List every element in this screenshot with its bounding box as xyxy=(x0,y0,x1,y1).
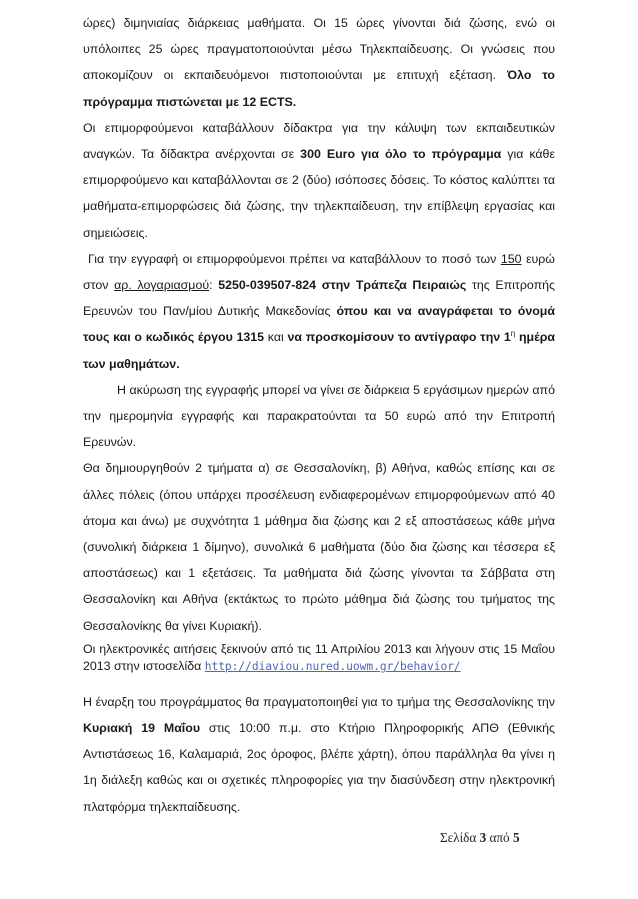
text-run: για κάθε επιμορφούμενο και καταβάλλονται σε 2 (δύο) ισόποσες δόσεις. Το κόστος καλύπτει τα μαθήματα-επιμορφώσεις διά ζώσης, την τηλεκπαίδευση, την επίβλεψη εργασίας και σημειώσεις. xyxy=(83,147,555,240)
paragraph-course-hours xyxy=(83,10,555,115)
text-run: της Επιτροπής Ερευνών του Παν/μίου Δυτικής Μακεδονίας xyxy=(83,278,555,319)
paragraph-registration xyxy=(83,246,555,377)
text-run: Η έναρξη του προγράμματος θα πραγματοποιηθεί για το τμήμα της Θεσσαλονίκης την xyxy=(83,694,555,709)
text-run: στις 10:00 π.μ. στο Κτήριο Πληροφορικής ΑΠΘ (Εθνικής Αντιστάσεως 16, Καλαμαριά, 2ος όροφος, βλέπε χάρτη), όπου παράλληλα θα γίνει η 1η διάλεξη καθώς και οι σχετικές πληροφορίες για την διασύνδεση στην ηλεκτρονική πλατφόρμα τηλεκπαίδευσης. xyxy=(83,721,555,814)
bold-run-fee: 300 Euro για όλο το πρόγραμμα xyxy=(300,147,502,162)
paragraph-tuition-fees xyxy=(83,115,555,246)
text-run: Οι ηλεκτρονικές αιτήσεις ξεκινούν από τις 11 Απριλίου 2013 και λήγουν στις 15 Μαΐου 2013 στην ιστοσελίδα xyxy=(83,641,555,673)
bold-run-bank-account: 5250-039507-824 στην Τράπεζα Πειραιώς xyxy=(218,278,467,293)
website-link[interactable]: http://diaviou.nured.uowm.gr/behavior/ xyxy=(204,659,461,673)
paragraph-cancellation: Η ακύρωση της εγγραφής μπορεί να γίνει σε διάρκεια 5 εργάσιμων ημερών από την ημερομηνία εγγραφής και παρακρατούνται τα 50 ευρώ από την Επιτροπή Ερευνών. xyxy=(83,382,555,450)
footer-page-number: 3 xyxy=(479,830,487,845)
underlined-account-label: αρ. λογαριασμού xyxy=(114,278,210,293)
document-page xyxy=(83,10,555,820)
bold-run-first-day: ημέρα των μαθημάτων. xyxy=(83,330,555,371)
text-run: ευρώ στον xyxy=(83,251,555,293)
paragraph-applications xyxy=(83,641,555,675)
page-footer xyxy=(440,830,520,846)
footer-total-pages: 5 xyxy=(512,830,520,845)
bold-run-project-code: όπου και να αναγράφεται το όνομά τους και ο κωδικός έργου 1315 xyxy=(83,304,555,345)
paragraph-program-start xyxy=(83,689,555,820)
underlined-amount: 150 xyxy=(500,251,522,266)
text-run: Οι επιμορφούμενοι καταβάλλουν δίδακτρα για την κάλυψη των εκπαιδευτικών αναγκών. Τα δίδακτρα ανέρχονται σε xyxy=(83,120,555,162)
footer-page-word: Σελίδα xyxy=(440,830,477,845)
bold-run-start-date: Κυριακή 19 Μαΐου xyxy=(83,721,201,736)
text-run: : xyxy=(209,278,219,293)
footer-of-word: από xyxy=(489,830,510,845)
paragraph-sections: Θα δημιουργηθούν 2 τμήματα α) σε Θεσσαλονίκη, β) Αθήνα, καθώς επίσης και σε άλλες πόλεις (όπου υπάρχει προσέλευση ενδιαφερομένων επιμορφούμενων από 40 άτομα και άνω) με συχνότητα 1 μάθημα δια ζώσης και 2 εξ αποστάσεως κάθε μήνα (συνολική διάρκεια 1 δίμηνο), συνολικά 6 μαθήματα (δύο δια ζώσης και τέσσερα εξ αποστάσεως) και 1 εξετάσεις. Τα μαθήματα διά ζώσης γίνονται τα Σάββατα στη Θεσσαλονίκη και Αθήνα (εκτάκτως το πρώτο μάθημα διά ζώσης του τμήματος της Θεσσαλονίκης θα γίνει Κυριακή). xyxy=(83,461,555,633)
bold-run-copy: να προσκομίσουν το αντίγραφο την 1 xyxy=(287,330,511,345)
bold-run-ects: Όλο το πρόγραμμα πιστώνεται με 12 ECTS. xyxy=(83,68,555,109)
superscript: η xyxy=(510,329,516,339)
text-run: Για την εγγραφή οι επιμορφούμενοι πρέπει να καταβάλλουν το ποσό των xyxy=(88,251,501,266)
text-run: και xyxy=(264,330,288,345)
text-run: ώρες) διμηνιαίας διάρκειας μαθήματα. Οι 15 ώρες γίνονται διά ζώσης, ενώ οι υπόλοιπες 25 ώρες πραγματοποιούνται μέσω Τηλεκπαίδευσης. Οι γνώσεις που αποκομίζουν οι εκπαιδευόμενοι πιστοποιούνται με επιτυχή εξέταση. xyxy=(83,16,555,83)
